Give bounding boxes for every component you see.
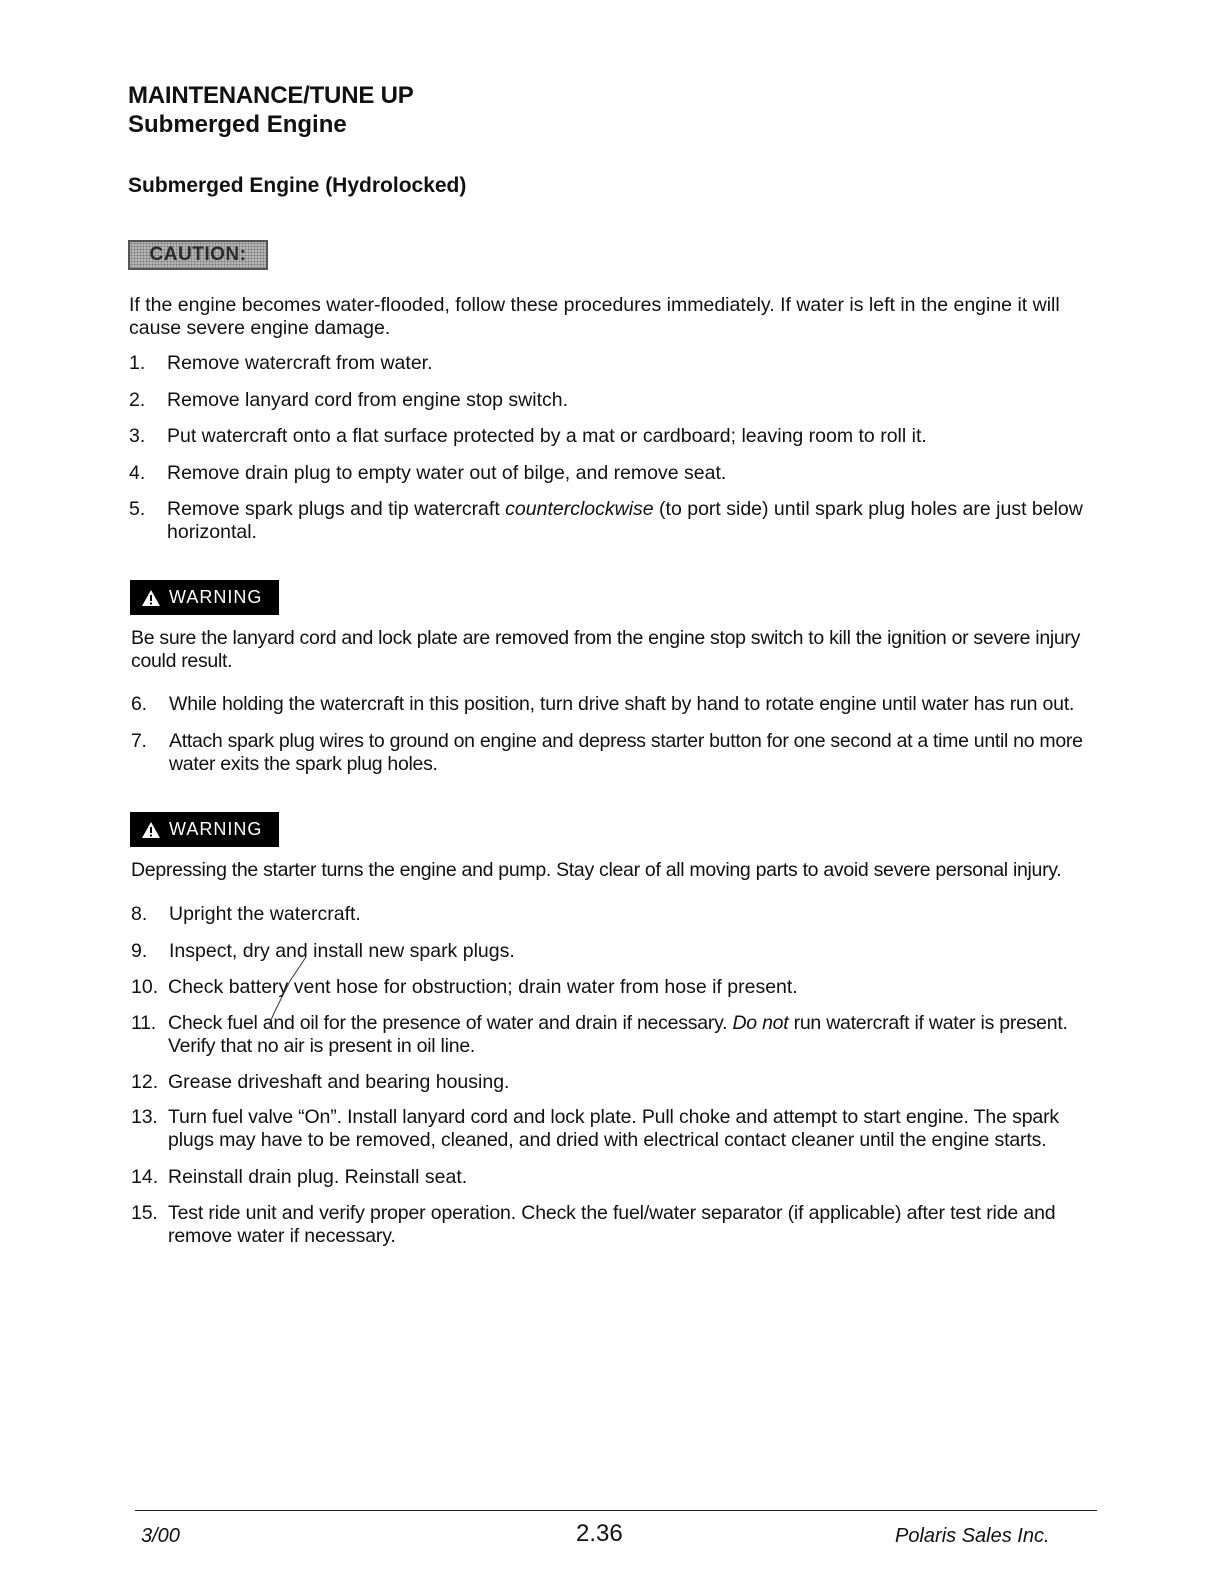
step-number: 13.: [131, 1106, 158, 1128]
step-text: Put watercraft onto a flat surface protected by a mat or cardboard; leaving room to roll it.: [167, 425, 927, 447]
step-number: 6.: [131, 693, 147, 715]
step-number: 7.: [131, 730, 147, 752]
warning-triangle-icon: [142, 590, 160, 606]
step-text: While holding the watercraft in this position, turn drive shaft by hand to rotate engine until water has run out.: [169, 693, 1075, 715]
step-number: 9.: [131, 940, 148, 962]
warning-triangle-icon: [142, 822, 160, 838]
step-text: Remove lanyard cord from engine stop switch.: [167, 389, 569, 411]
warning-label-text: WARNING: [169, 587, 263, 607]
step-text-part: (to port side) until spark plug holes are just below horizontal.: [167, 498, 1083, 543]
step-text: Remove watercraft from water.: [167, 352, 433, 374]
step-text-part: Check fuel and oil for the presence of water and drain if necessary.: [168, 1012, 733, 1034]
warning-text: Be sure the lanyard cord and lock plate are removed from the engine stop switch to kill the ignition or severe injury could result.: [131, 627, 1081, 672]
step-text: Upright the watercraft.: [169, 903, 361, 925]
step-number: 11.: [131, 1012, 156, 1034]
step-text-emphasis: counterclockwise: [505, 498, 654, 520]
step-text-part: run watercraft if water is present. Verify that no air is present in oil line.: [168, 1012, 1068, 1057]
section-title: Submerged Engine (Hydrolocked): [128, 174, 467, 197]
step-text: Grease driveshaft and bearing housing.: [168, 1071, 510, 1093]
step-number: 1.: [129, 352, 146, 374]
step-number: 3.: [129, 425, 146, 447]
page-header-title: MAINTENANCE/TUNE UP: [128, 82, 414, 109]
step-number: 5.: [129, 498, 146, 520]
step-text: [167, 498, 1107, 544]
step-text: Remove drain plug to empty water out of bilge, and remove seat.: [167, 462, 727, 484]
step-text: Attach spark plug wires to ground on engine and depress starter button for one second at a time until no more water exits the spark plug holes.: [169, 730, 1083, 775]
pen-mark: [262, 955, 312, 1030]
step-number: 8.: [131, 903, 148, 925]
step-number: 12.: [131, 1071, 159, 1093]
step-text: Reinstall drain plug. Reinstall seat.: [168, 1166, 468, 1188]
page-number: 2.36: [576, 1520, 623, 1547]
step-number: 10.: [131, 976, 159, 998]
step-number: 15.: [131, 1202, 158, 1224]
caution-label: [128, 240, 268, 270]
step-text: Check battery vent hose for obstruction; drain water from hose if present.: [168, 976, 798, 998]
step-number: 14.: [131, 1166, 159, 1188]
footer-divider: [135, 1510, 1097, 1511]
step-text-part: Remove spark plugs and tip watercraft: [167, 498, 506, 520]
warning-label: [130, 812, 279, 847]
footer-company: Polaris Sales Inc.: [895, 1525, 1050, 1547]
footer-date: 3/00: [141, 1525, 180, 1547]
warning-text: Depressing the starter turns the engine and pump. Stay clear of all moving parts to avoid severe personal injury.: [131, 859, 1062, 881]
caution-label-text: CAUTION:: [149, 244, 247, 265]
step-number: 4.: [129, 462, 146, 484]
page-header-subtitle: Submerged Engine: [128, 111, 347, 138]
step-text-emphasis: Do not: [732, 1012, 789, 1034]
step-text: Inspect, dry and install new spark plugs.: [169, 940, 515, 962]
step-text: Test ride unit and verify proper operation. Check the fuel/water separator (if applicable) after test ride and remove water if necessary.: [168, 1202, 1056, 1247]
step-text: Turn fuel valve “On”. Install lanyard cord and lock plate. Pull choke and attempt to start engine. The spark plugs may have to be removed, cleaned, and dried with electrical contact cleaner until the engine starts.: [168, 1106, 1060, 1151]
caution-text: If the engine becomes water-flooded, follow these procedures immediately. If water is left in the engine it will cause severe engine damage.: [129, 294, 1060, 339]
warning-label: [130, 580, 279, 615]
warning-label-text: WARNING: [169, 819, 263, 839]
step-number: 2.: [129, 389, 146, 411]
